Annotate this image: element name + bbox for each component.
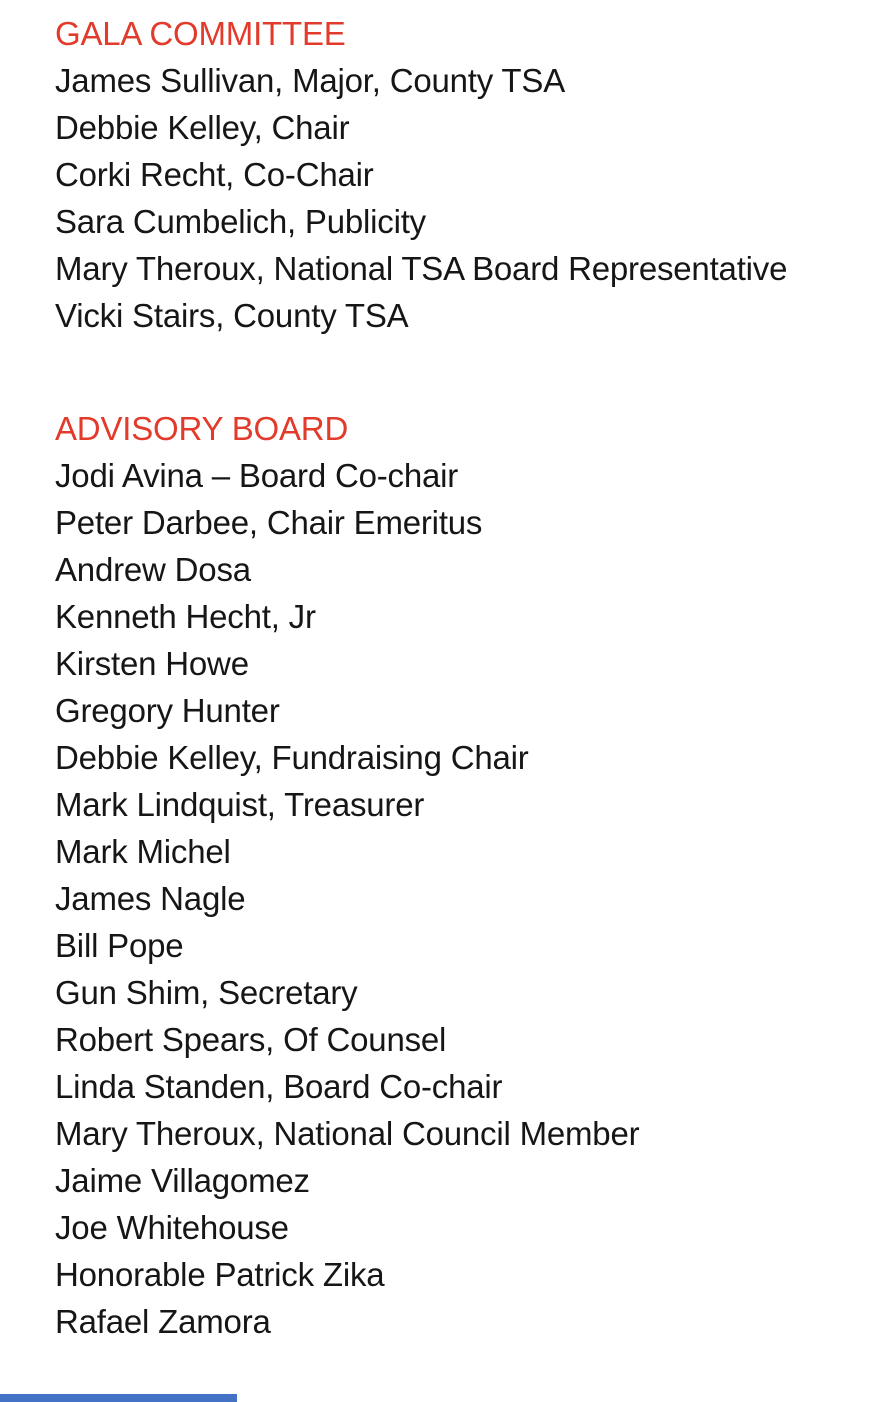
- bottom-accent-bar: [0, 1394, 237, 1402]
- member-item: Rafael Zamora: [55, 1303, 271, 1340]
- member-item: Bill Pope: [55, 927, 184, 964]
- member-list: [55, 57, 862, 339]
- section-heading: GALA COMMITTEE: [55, 15, 346, 52]
- member-item: Jodi Avina – Board Co-chair: [55, 457, 459, 494]
- committee-lists: [55, 10, 862, 1345]
- member-item: Vicki Stairs, County TSA: [55, 297, 409, 334]
- member-item: James Sullivan, Major, County TSA: [55, 62, 566, 99]
- member-item: Debbie Kelley, Chair: [55, 109, 350, 146]
- committee-section: [55, 10, 862, 339]
- member-item: Corki Recht, Co-Chair: [55, 156, 374, 193]
- committee-section: [55, 405, 862, 1345]
- member-item: Mark Lindquist, Treasurer: [55, 786, 425, 823]
- member-item: Andrew Dosa: [55, 551, 251, 588]
- member-item: Gregory Hunter: [55, 692, 280, 729]
- member-item: Sara Cumbelich, Publicity: [55, 203, 426, 240]
- member-item: Joe Whitehouse: [55, 1209, 289, 1246]
- member-item: Linda Standen, Board Co-chair: [55, 1068, 503, 1105]
- member-item: James Nagle: [55, 880, 246, 917]
- member-item: Robert Spears, Of Counsel: [55, 1021, 447, 1058]
- member-item: Mary Theroux, National TSA Board Representative: [55, 250, 788, 287]
- member-item: Mark Michel: [55, 833, 231, 870]
- member-item: Kirsten Howe: [55, 645, 249, 682]
- member-item: Debbie Kelley, Fundraising Chair: [55, 739, 529, 776]
- member-list: [55, 452, 862, 1345]
- member-item: Kenneth Hecht, Jr: [55, 598, 316, 635]
- member-item: Mary Theroux, National Council Member: [55, 1115, 640, 1152]
- member-item: Gun Shim, Secretary: [55, 974, 358, 1011]
- member-item: Peter Darbee, Chair Emeritus: [55, 504, 483, 541]
- member-item: Jaime Villagomez: [55, 1162, 310, 1199]
- section-heading: ADVISORY BOARD: [55, 410, 349, 447]
- member-item: Honorable Patrick Zika: [55, 1256, 385, 1293]
